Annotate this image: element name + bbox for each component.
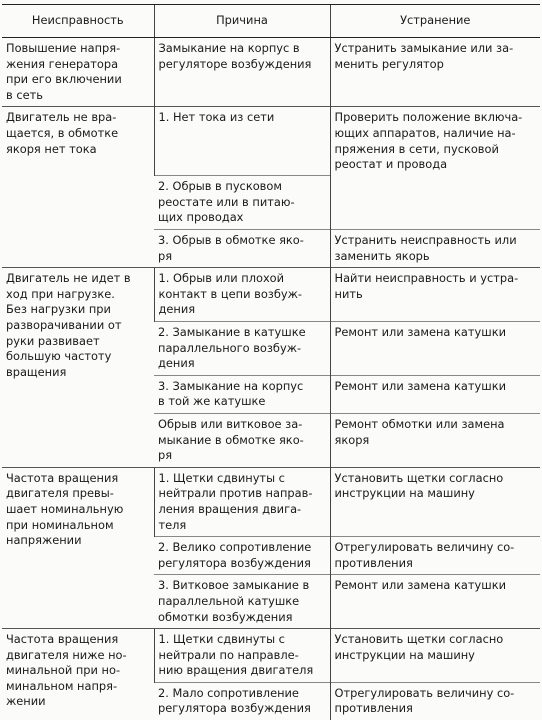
table-row bbox=[2, 629, 540, 683]
fix-cell: Установить щетки согласно инструкции на машину bbox=[330, 629, 540, 683]
table-row bbox=[2, 467, 540, 536]
header-cause: Причина bbox=[154, 5, 330, 38]
table-header bbox=[2, 5, 540, 38]
fix-cell: Установить щетки согласно инструкции на машину bbox=[330, 467, 540, 536]
fix-cell: Устранить неисправность или заменить якорь bbox=[330, 230, 540, 268]
fault-cell: Двигатель не идет в ход при нагрузке. Без нагрузки при разворачивании от руки развивает большую частоту вращения bbox=[2, 268, 154, 468]
cause-cell: 3. Обрыв в обмотке яко- ря bbox=[154, 230, 330, 268]
fault-cell: Двигатель не вра- щается, в обмотке якоря нет тока bbox=[2, 107, 154, 268]
cause-cell: Замыкание на корпус в регуляторе возбуждения bbox=[154, 38, 330, 107]
fix-cell: Проверить положение включа- ющих аппаратов, наличие на- пряжения в сети, пусковой реостат и провода bbox=[330, 107, 540, 176]
cause-cell: 1. Щетки сдвинуты с нейтрали по направле- нию вращения двигателя bbox=[154, 629, 330, 683]
fix-cell: Отрегулировать величину со- противления bbox=[330, 682, 540, 720]
cause-cell: 1. Щетки сдвинуты с нейтрали против направ- ления вращения двига- теля bbox=[154, 467, 330, 536]
cause-cell: Обрыв или витковое за- мыкание в обмотке яко- ря bbox=[154, 413, 330, 467]
fault-cell: Повышение напря- жения генератора при его включении в сеть bbox=[2, 38, 154, 107]
fix-cell: Отрегулировать величину со- противления bbox=[330, 537, 540, 575]
fault-cell: Частота вращения двигателя превы- шает номинальную при номинальном напряжении bbox=[2, 467, 154, 628]
table-row bbox=[2, 107, 540, 176]
fault-table bbox=[2, 4, 540, 720]
cause-cell: 1. Нет тока из сети bbox=[154, 107, 330, 176]
header-row bbox=[2, 5, 540, 38]
fix-cell: Ремонт обмотки или замена якоря bbox=[330, 413, 540, 467]
header-fault: Неисправность bbox=[2, 5, 154, 38]
fix-cell bbox=[330, 176, 540, 230]
cause-cell: 2. Велико сопротивление регулятора возбуждения bbox=[154, 537, 330, 575]
table-row bbox=[2, 38, 540, 107]
table-body bbox=[2, 38, 540, 720]
cause-cell: 2. Обрыв в пусковом реостате или в питаю- щих проводах bbox=[154, 176, 330, 230]
fault-cell: Частота вращения двигателя ниже но- минальной при но- минальном напря- жении bbox=[2, 629, 154, 720]
cause-cell: 3. Замыкание на корпус в той же катушке bbox=[154, 375, 330, 413]
cause-cell: 2. Мало сопротивление регулятора возбуждения bbox=[154, 682, 330, 720]
cause-cell: 3. Витковое замыкание в параллельной катушке обмотки возбуждения bbox=[154, 575, 330, 629]
fix-cell: Ремонт или замена катушки bbox=[330, 575, 540, 629]
fix-cell: Ремонт или замена катушки bbox=[330, 322, 540, 376]
table-row bbox=[2, 268, 540, 322]
fix-cell: Найти неисправность и устра- нить bbox=[330, 268, 540, 322]
cause-cell: 2. Замыкание в катушке параллельного возбуж- дения bbox=[154, 322, 330, 376]
fix-cell: Устранить замыкание или за- менить регулятор bbox=[330, 38, 540, 107]
cause-cell: 1. Обрыв или плохой контакт в цепи возбуж- дения bbox=[154, 268, 330, 322]
fix-cell: Ремонт или замена катушки bbox=[330, 375, 540, 413]
header-fix: Устранение bbox=[330, 5, 540, 38]
